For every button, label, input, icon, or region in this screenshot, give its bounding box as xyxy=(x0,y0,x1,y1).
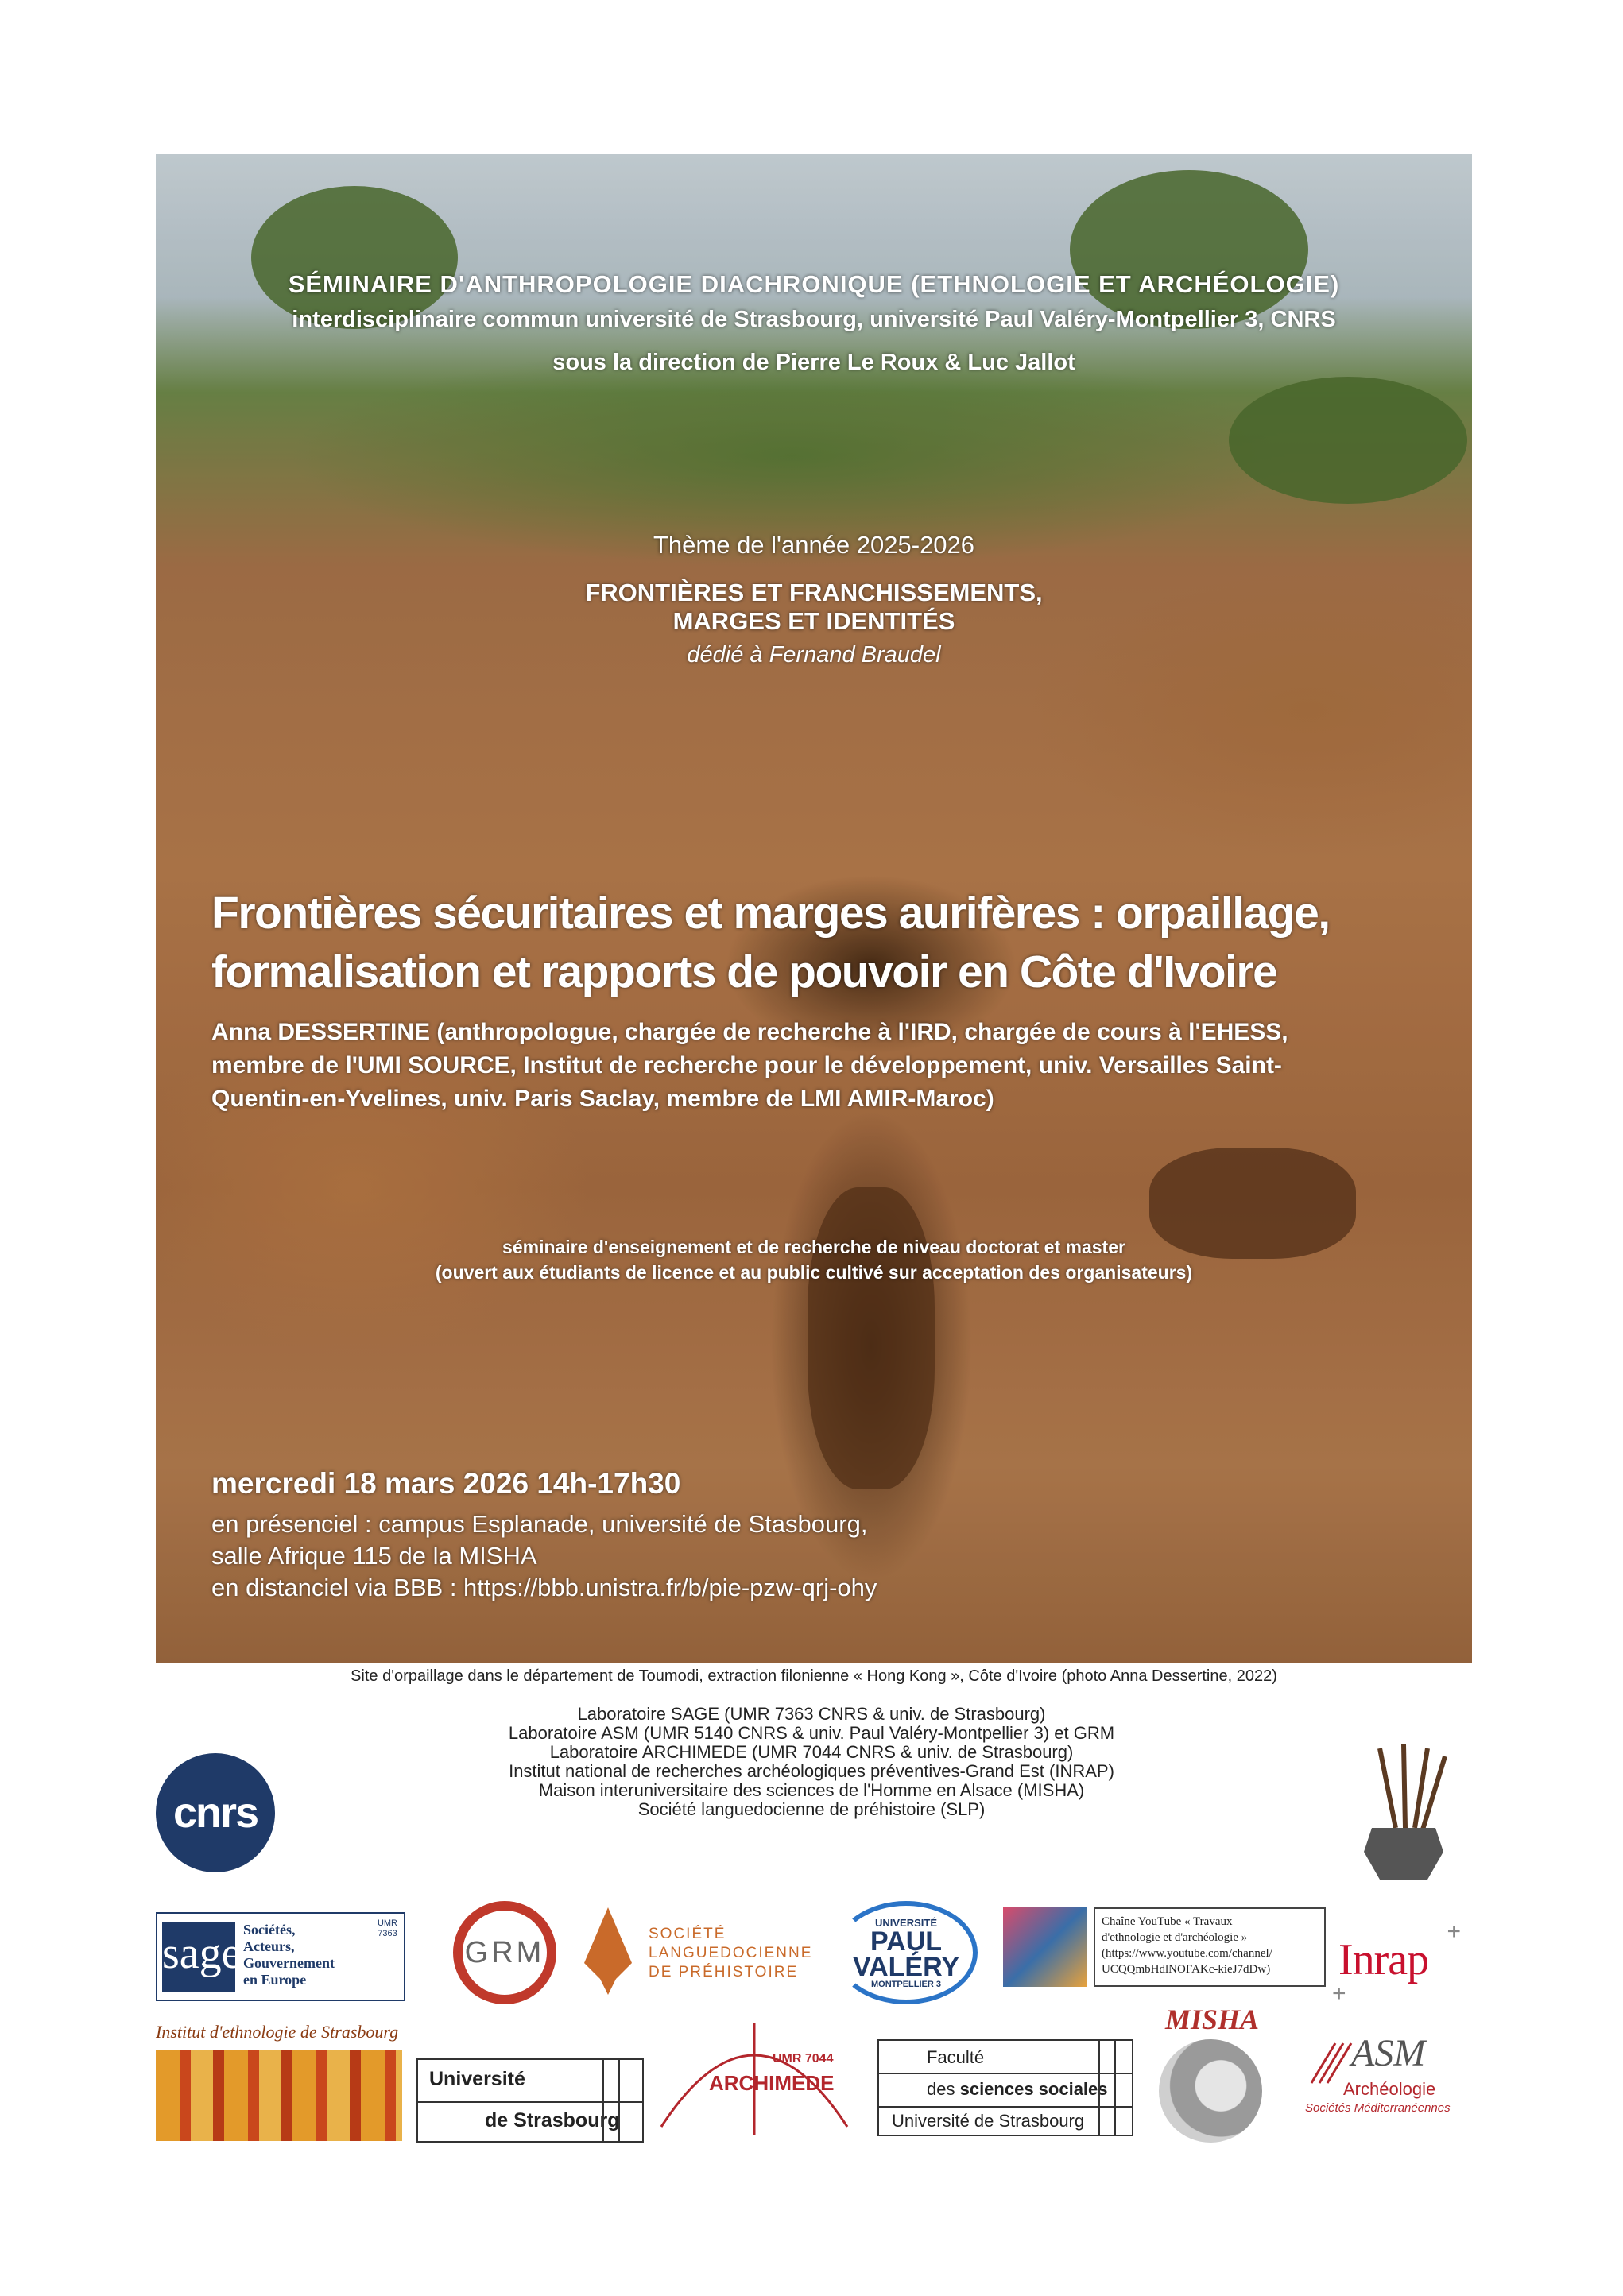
lab-slp: Société languedocienne de préhistoire (SLP) xyxy=(637,1799,986,1819)
event-place-line1: en présenciel : campus Esplanade, université de Stasbourg, xyxy=(211,1510,868,1538)
talk-title-line1: Frontières sécuritaires et marges aurifères : orpaillage, xyxy=(211,888,1330,939)
ies-artwork xyxy=(156,2050,402,2141)
asm-subtitle-2: Sociétés Méditerranéennes xyxy=(1305,2101,1451,2115)
fss-name-2a: des xyxy=(927,2079,960,2099)
fss-name-3: Université de Strasbourg xyxy=(892,2111,1085,2131)
lab-misha: Maison interuniversitaire des sciences de l'Homme en Alsace (MISHA) xyxy=(538,1780,1085,1800)
misha-logo-text: MISHA xyxy=(1165,2004,1260,2035)
youtube-channel-thumbnail xyxy=(1003,1907,1087,1987)
speaker-line2: membre de l'UMI SOURCE, Institut de recherche pour le développement, univ. Versailles Saint- xyxy=(211,1052,1282,1078)
lab-archimede: Laboratoire ARCHIMEDE (UMR 7044 CNRS & univ. de Strasbourg) xyxy=(549,1742,1074,1762)
background-photo xyxy=(156,154,1472,1663)
cnrs-logo-text: cnrs xyxy=(172,1789,258,1837)
slp-name-3: DE PRÉHISTOIRE xyxy=(649,1964,799,1980)
slp-logo xyxy=(580,1907,819,1995)
speaker-line1: Anna DESSERTINE (anthropologue, chargée de recherche à l'IRD, chargée de cours à l'EHESS, xyxy=(211,1019,1288,1045)
incense-vessel-icon xyxy=(1348,1740,1459,1884)
sage-umr-number: 7363 xyxy=(378,1929,397,1938)
upv-name-4: MONTPELLIER 3 xyxy=(870,1980,941,1989)
plus-icon: + xyxy=(1447,1918,1461,1945)
speaker-line3: Quentin-en-Yvelines, univ. Paris Saclay, membre de LMI AMIR-Maroc) xyxy=(211,1086,994,1112)
theme-dedication: dédié à Fernand Braudel xyxy=(687,642,941,668)
youtube-line-4: UCQQmbHdlNOFAKc-kieJ7dDw) xyxy=(1102,1963,1271,1976)
globe-icon xyxy=(1159,2039,1262,2143)
archimede-logo xyxy=(653,2015,855,2143)
audience-line1: séminaire d'enseignement et de recherche de niveau doctorat et master xyxy=(502,1237,1125,1257)
youtube-line-3: (https://www.youtube.com/channel/ xyxy=(1102,1947,1272,1960)
header-subtitle: interdisciplinaire commun université de Strasbourg, université Paul Valéry-Montpellier 3, CNRS xyxy=(292,307,1336,332)
sage-logo xyxy=(156,1912,405,2001)
inrap-logo-text: Inrap xyxy=(1338,1935,1429,1984)
slp-name-1: SOCIÉTÉ xyxy=(649,1926,726,1942)
audience-line2: (ouvert aux étudiants de licence et au public cultivé sur acceptation des organisateurs) xyxy=(435,1262,1193,1283)
cnrs-logo xyxy=(156,1753,275,1872)
youtube-channel-box[interactable] xyxy=(1094,1907,1326,1987)
fss-name-2b: sciences sociales xyxy=(959,2079,1108,2099)
sage-umr: UMR xyxy=(377,1918,397,1928)
sage-name-4: en Europe xyxy=(243,1972,307,1988)
header-title: SÉMINAIRE D'ANTHROPOLOGIE DIACHRONIQUE (ETHNOLOGIE ET ARCHÉOLOGIE) xyxy=(288,270,1340,298)
theme-title-line2: MARGES ET IDENTITÉS xyxy=(672,607,955,635)
archimede-umr: UMR 7044 xyxy=(773,2052,834,2066)
sage-name-3: Gouvernement xyxy=(243,1955,335,1971)
asm-name: ASM xyxy=(1351,2032,1426,2074)
event-remote-link[interactable]: en distanciel via BBB : https://bbb.unistra.fr/b/pie-pzw-qrj-ohy xyxy=(211,1574,877,1601)
archimede-name: ARCHIMEDE xyxy=(709,2071,835,2095)
upv-name-1: UNIVERSITÉ xyxy=(874,1917,937,1929)
grm-logo-text: GRM xyxy=(464,1936,545,1969)
ethnology-institute-logo xyxy=(156,2022,402,2141)
lab-sage: Laboratoire SAGE (UMR 7363 CNRS & univ. de Strasbourg) xyxy=(577,1704,1046,1724)
sage-mark: sage xyxy=(162,1922,235,1992)
sage-name-1: Sociétés, xyxy=(243,1922,296,1938)
unistra-logo xyxy=(416,2058,644,2143)
plus-icon: + xyxy=(1332,1980,1346,2007)
paul-valery-logo xyxy=(827,1901,986,2004)
slp-name-2: LANGUEDOCIENNE xyxy=(649,1945,813,1961)
theme-title-line1: FRONTIÈRES ET FRANCHISSEMENTS, xyxy=(585,579,1043,606)
lab-asm: Laboratoire ASM (UMR 5140 CNRS & univ. Paul Valéry-Montpellier 3) et GRM xyxy=(508,1723,1115,1743)
talk-title-line2: formalisation et rapports de pouvoir en Côte d'Ivoire xyxy=(211,947,1277,997)
sage-name-2: Acteurs, xyxy=(243,1938,295,1954)
header-direction: sous la direction de Pierre Le Roux & Luc Jallot xyxy=(552,350,1075,375)
youtube-line-2: d'ethnologie et d'archéologie » xyxy=(1102,1931,1248,1944)
event-date: mercredi 18 mars 2026 14h-17h30 xyxy=(211,1467,681,1500)
photo-caption: Site d'orpaillage dans le département de Toumodi, extraction filonienne « Hong Kong », Côte d'Ivoire (photo Anna Dessertine, 2022) xyxy=(351,1667,1277,1685)
unistra-name-2: de Strasbourg xyxy=(485,2109,620,2131)
upv-name-2: PAUL xyxy=(870,1926,943,1957)
lab-inrap: Institut national de recherches archéologiques préventives-Grand Est (INRAP) xyxy=(509,1761,1114,1781)
misha-logo xyxy=(1149,2003,1276,2143)
grm-logo xyxy=(445,1901,564,2004)
fss-name-1: Faculté xyxy=(927,2047,985,2067)
youtube-line-1: Chaîne YouTube « Travaux xyxy=(1102,1915,1233,1928)
social-sciences-faculty-logo xyxy=(877,2039,1133,2136)
asm-subtitle-1: Archéologie xyxy=(1343,2079,1436,2099)
arrowhead-icon xyxy=(580,1907,636,1995)
event-place-line2: salle Afrique 115 de la MISHA xyxy=(211,1542,537,1570)
inrap-logo xyxy=(1332,1918,1467,2007)
ies-title: Institut d'ethnologie de Strasbourg xyxy=(156,2022,399,2042)
theme-label: Thème de l'année 2025-2026 xyxy=(653,531,975,559)
asm-logo xyxy=(1296,2031,1470,2135)
upv-name-3: VALÉRY xyxy=(852,1952,960,1982)
unistra-name-1: Université xyxy=(429,2068,525,2090)
